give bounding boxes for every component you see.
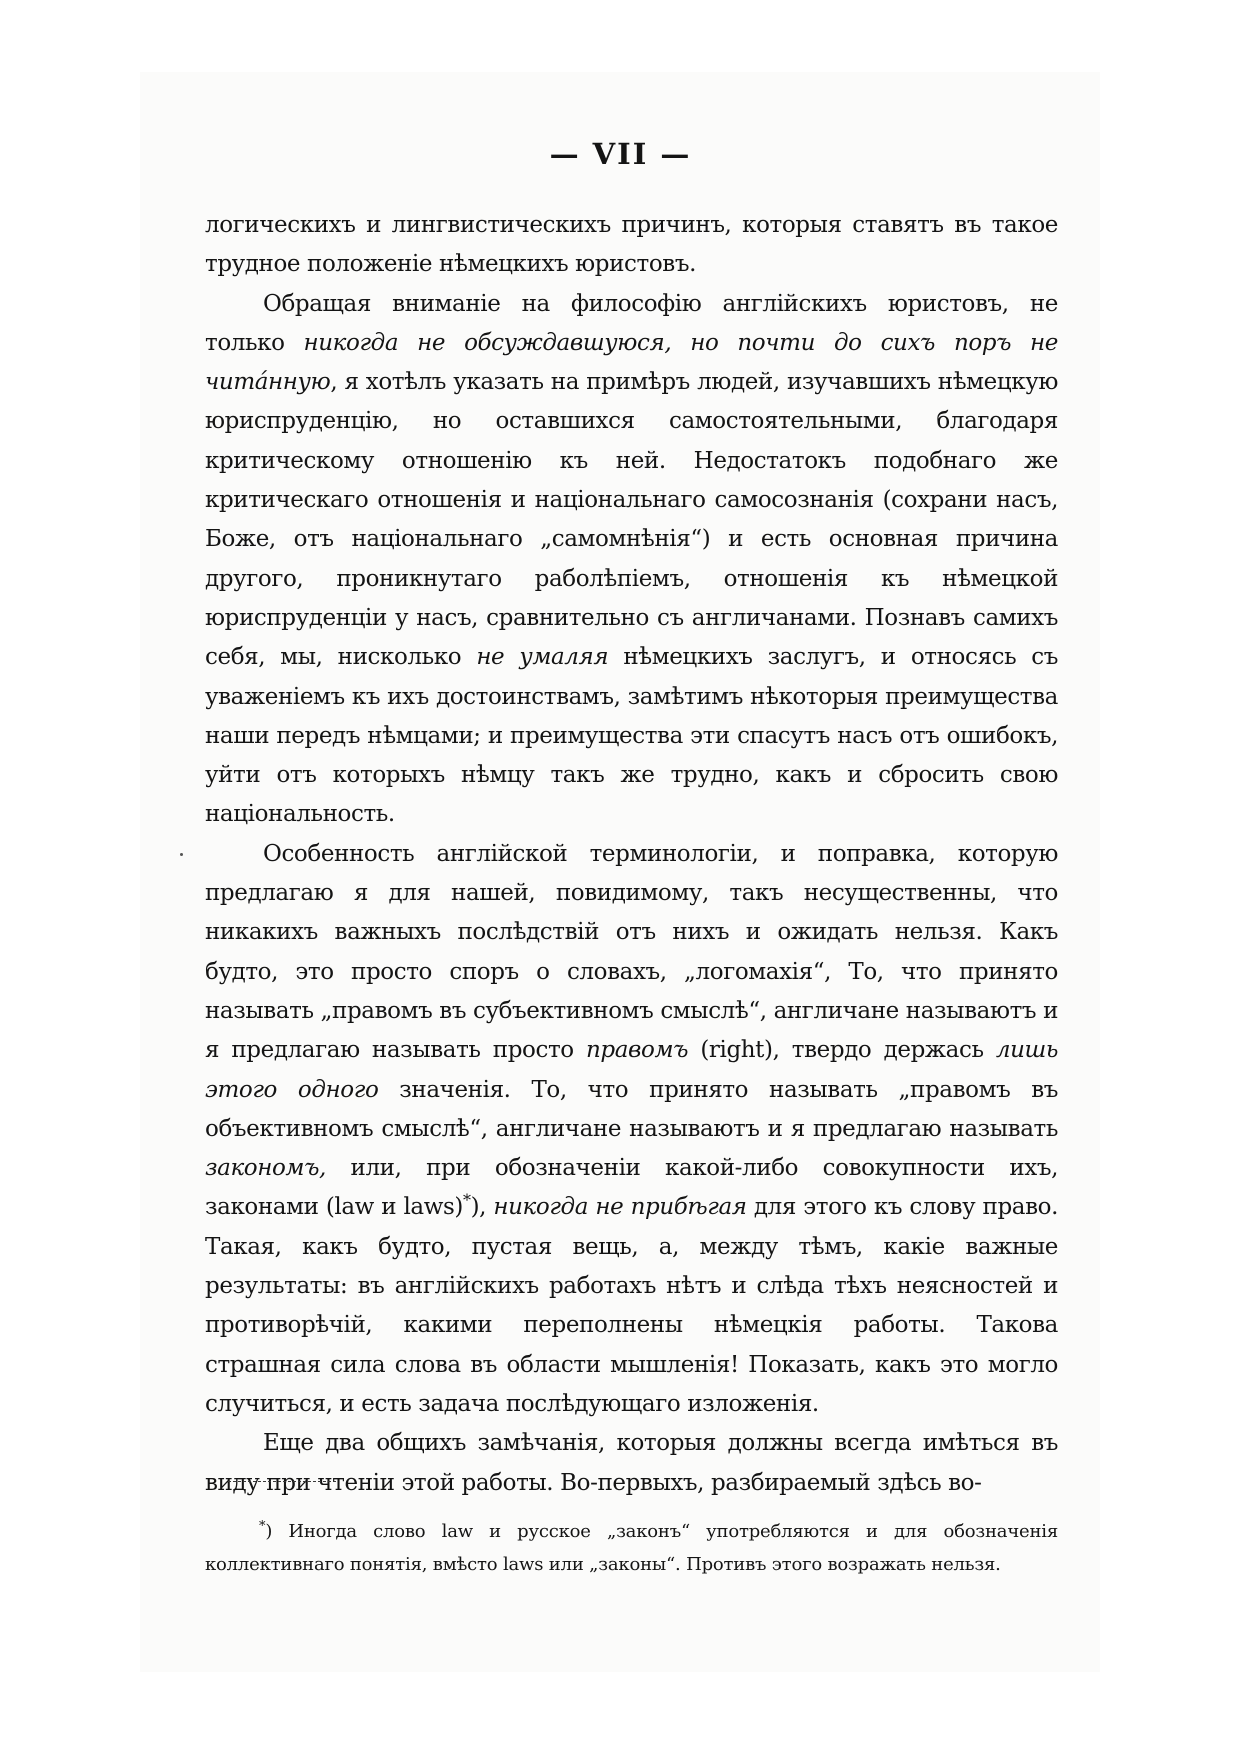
italic-run: правомъ: [585, 1037, 689, 1064]
italic-run: лишь этого одного: [205, 1037, 1058, 1103]
paragraph-remarks: Еще два общихъ замѣчанія, которыя должны всегда имѣться въ виду при чтеніи этой работы. Во-первыхъ, разбираемый здѣсь во-: [205, 1430, 1058, 1496]
italic-run: никогда не обсуждавшуюся, но почти до сихъ поръ не читáнную: [205, 329, 1059, 396]
footnote: [205, 1515, 1058, 1581]
body-text: [205, 206, 1058, 1503]
page-number: — VII —: [549, 137, 692, 171]
italic-run: никогда не прибѣгая: [493, 1194, 747, 1221]
italic-run: не умаляя: [476, 644, 609, 671]
text-run: или, при обозначеніи какой-либо совокупности ихъ, законами (law и laws): [205, 1155, 1058, 1221]
paragraph-terminology: [205, 835, 1058, 1424]
text-run: , я хотѣлъ указать на примѣръ людей, изучавшихъ нѣмецкую юриспруденцію, но оставшихся самостоятельными, благодаря критическому отношенію къ ней. Недостатокъ подобнаго же критическаго отношенія и національнаго самосознанія (сохрани насъ, Боже, отъ національнаго „самомнѣнія“) и есть основная причина другого, проникнутаго раболѣпіемъ, отношенія къ нѣмецкой юриспруденціи у насъ, сравнительно съ англичанами. Познавъ самихъ себя, мы, нисколько: [205, 369, 1058, 671]
footnote-text: ) Иногда слово law и русское „законъ“ употребляются и для обозначенія коллективнаго понятія, вмѣсто laws или „законы“. Противъ этого возражать нельзя.: [205, 1521, 1058, 1575]
paragraph-english-jurists: [205, 285, 1058, 835]
text-run: значенія. То, что принято называть „правомъ въ объективномъ смыслѣ“, англичане называютъ и я предлагаю называть: [205, 1076, 1058, 1142]
text-run: ),: [470, 1194, 494, 1221]
text-run: Обращая вниманіе на философію англійскихъ юристовъ, не только: [205, 290, 1058, 356]
text-run: нѣмецкихъ заслугъ, и относясь съ уваженіемъ къ ихъ достоинствамъ, замѣтимъ нѣкоторыя преимущества наши передъ нѣмцами; и преимущества эти спасутъ насъ отъ ошибокъ, уйти отъ которыхъ нѣмцу такъ же трудно, какъ и сбросить свою національность.: [205, 644, 1059, 828]
italic-run: закономъ,: [205, 1155, 326, 1182]
footnote-divider: [228, 1481, 336, 1482]
text-run: (right), твердо держась: [688, 1037, 996, 1064]
margin-mark: [180, 853, 183, 856]
text-run: для этого къ слову право. Такая, какъ будто, пустая вещь, а, между тѣмъ, какіе важные результаты: въ англійскихъ работахъ нѣтъ и слѣда тѣхъ неясностей и противорѣчій, какими переполнены нѣмецкія работы. Такова страшная сила слова въ области мышленія! Показать, какъ это могло случиться, и есть задача послѣдующаго изложенія.: [205, 1194, 1058, 1417]
paragraph-continued: логическихъ и лингвистическихъ причинъ, которыя ставятъ въ такое трудное положеніе нѣмецкихъ юристовъ.: [205, 212, 1058, 278]
footnote-mark: *: [259, 1519, 266, 1534]
footnote-reference: *: [463, 1190, 471, 1210]
text-run: Особенность англійской терминологіи, и поправка, которую предлагаю я для нашей, повидимому, такъ несущественны, что никакихъ важныхъ послѣдствій отъ нихъ и ожидать нельзя. Какъ будто, это просто споръ о словахъ, „логомахія“, То, что принято называть „правомъ въ субъективномъ смыслѣ“, англичане называютъ и я предлагаю называть просто: [205, 840, 1058, 1064]
